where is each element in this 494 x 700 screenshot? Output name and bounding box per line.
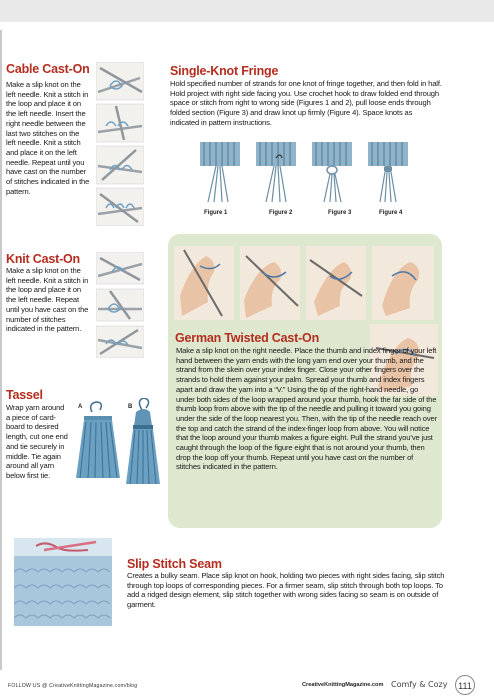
cable-cast-on-title: Cable Cast-On [6,62,90,76]
tassel-b-drawing [126,398,160,484]
footer-follow-label: FOLLOW US @ [8,683,48,689]
cable-step-1 [96,62,144,100]
slip-stitch-seam-title: Slip Stitch Seam [127,557,222,571]
knit-cast-on-title: Knit Cast-On [6,252,80,266]
cable-step-4 [96,188,144,226]
slip-stitch-seam-text: Creates a bulky seam. Place slip knot on hook, holding two pieces with right sides facing, slip stitch through top loops of corresponding pieces. For a firmer seam, slip stitch through both top loops. To add a ridged design element, slip stitch together with wrong sides facing so seam is on outside of garment. [127,571,445,610]
german-photo-2 [240,246,300,320]
footer-magazine-name: Comfy & Cozy [391,680,448,689]
knit-step-3 [96,326,144,358]
fringe-figure-2 [256,142,296,202]
german-photo-1 [174,246,234,320]
fringe-figures [196,140,414,208]
fringe-figure-1-label: Figure 1 [204,210,228,216]
slip-stitch-illustration [14,538,112,626]
fringe-text: Hold specified number of strands for one knot of fringe together, and then fold in half. Hold project with right side facing you. Use crochet hook to draw folded end through space or stitch from right to wrong side (Figures 1 and 2), pull loose ends through folded section (Figure 3) and draw knot up firmly (Figure 4). Space knots as indicated in pattern instructions. [170,79,442,127]
page-edge [0,30,2,670]
knit-step-1 [96,252,144,284]
knit-cast-on-illustrations [96,252,144,358]
fringe-title: Single-Knot Fringe [170,64,279,78]
cable-step-3 [96,146,144,184]
tassel-illustration [72,398,164,490]
cable-step-2 [96,104,144,142]
fringe-figure-1 [200,142,240,202]
fringe-figure-3 [312,142,352,202]
footer-site-link[interactable]: CreativeKnittingMagazine.com [302,682,384,688]
german-cast-on-title: German Twisted Cast-On [175,331,320,345]
fringe-figure-3-label: Figure 3 [328,210,352,216]
german-cast-on-photos [174,246,438,320]
tassel-label-a: A [78,404,83,410]
german-photo-4 [372,246,434,320]
footer-blog-link[interactable]: CreativeKnittingMagazine.com/blog [49,683,138,689]
tassel-title: Tassel [6,388,43,402]
knit-step-2 [96,289,144,321]
fringe-figure-2-label: Figure 2 [269,210,293,216]
fringe-figure-4-label: Figure 4 [379,210,403,216]
tassel-text: Wrap yarn around a piece of card-board to desired length, cut one end and tie securely in middle. Tie again around all yarn below first tie. [6,403,68,480]
german-cast-on-text: Make a slip knot on the right needle. Place the thumb and index finger of your left hand between the yarn ends with the long yarn end over your thumb, and the strand from the skein over your index finger. Close your other fingers over the strands to hold them against your palm. Spread your thumb and index fingers apart and draw the yarn into a “V.” Using the tip of the right-hand needle, go under both sides of the loop wrapped around your thumb, hook the far side of the thumb loop from above with the tip of the needle and pulling it toward you going under the side of the loop nearest you. Then, with the tip of the needle reach over the top and catch the strand of the index-finger loop from above. You will notice that the loop around your thumb makes a figure eight. Pull the strand you’ve just caught through the loop of the figure eight that is not around your thumb, then drop the loop off your thumb. Repeat until you have cast on the number of stitches indicated in the pattern. [176,346,437,472]
tassel-label-b: B [128,404,133,410]
fringe-figure-4 [368,142,408,202]
cable-cast-on-illustrations [96,62,144,226]
cable-cast-on-text: Make a slip knot on the left needle. Knit a stitch in the loop and place it on the left needle. Insert the right needle between the last two stitches on the left needle. Knit a stitch and place it on the left needle. Repeat until you have cast on the number of stitches indicated in the pattern. [6,80,90,196]
knit-cast-on-text: Make a slip knot on the left needle. Knit a stitch in the loop and place it on the left needle. Repeat until you have cast on the number of stitches indicated in the pattern. [6,266,89,334]
german-photo-3 [306,246,366,320]
tassel-a-drawing [76,402,120,478]
page-number: 111 [455,675,475,695]
footer-follow [8,683,137,689]
